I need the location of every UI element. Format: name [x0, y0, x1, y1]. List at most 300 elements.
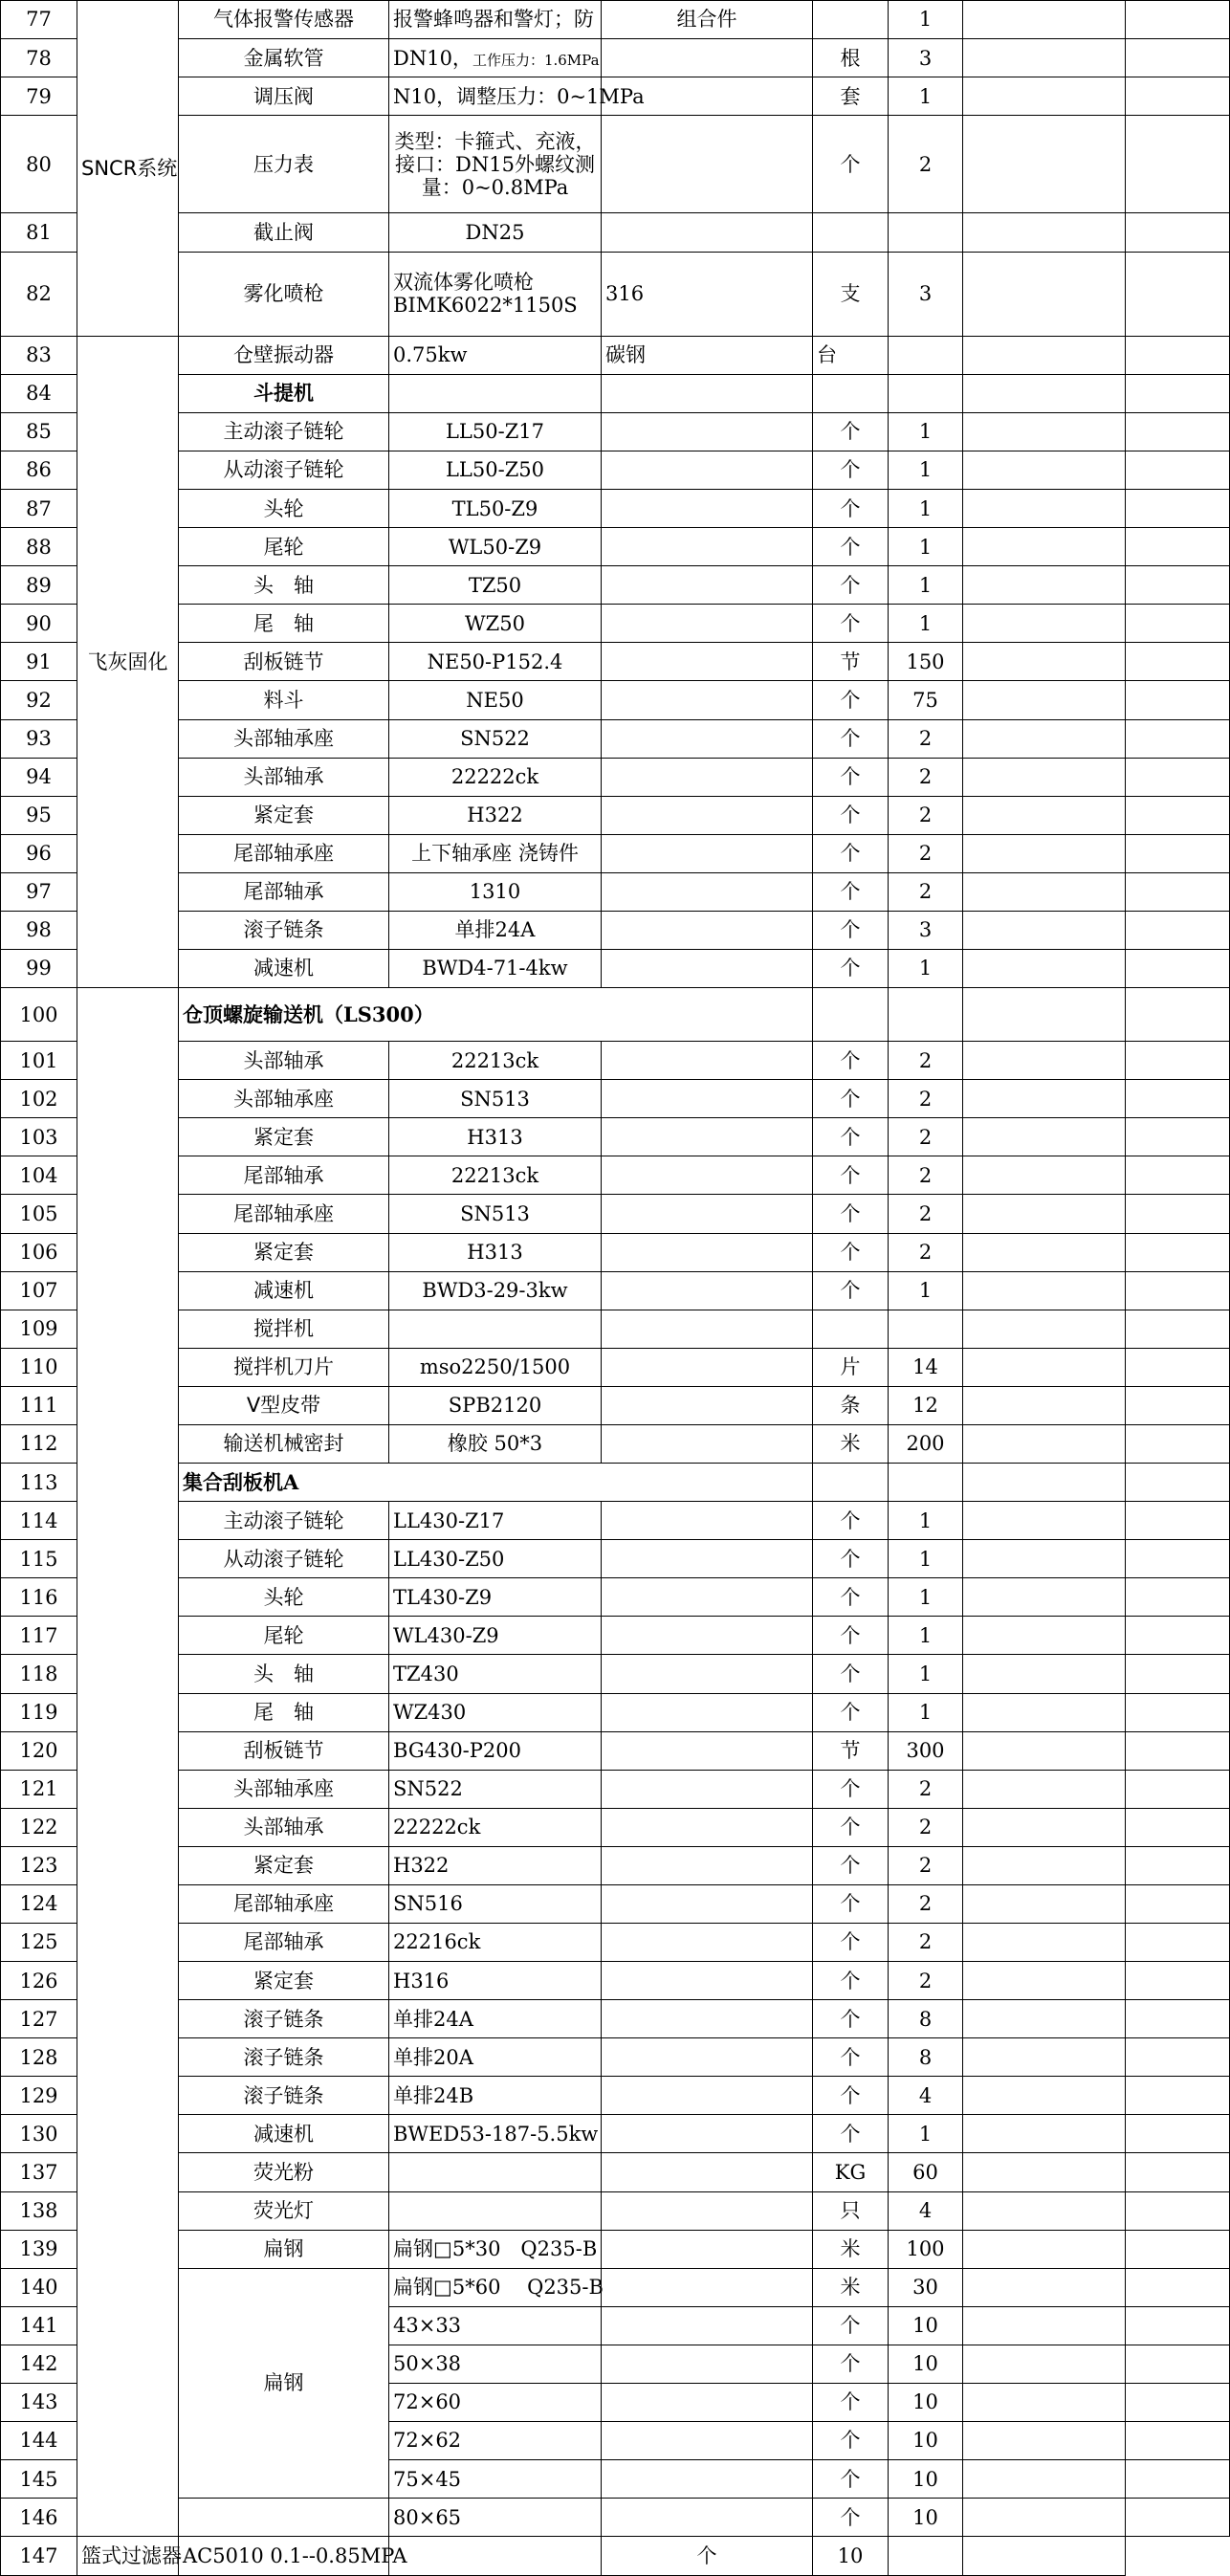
remark-cell [963, 872, 1126, 911]
table-row [1, 1, 1230, 39]
remark-cell [963, 2038, 1126, 2077]
quantity-cell: 2 [889, 1962, 963, 2000]
remark-cell [963, 2268, 1126, 2306]
item-name-cell: 扁钢 [179, 2230, 389, 2268]
item-name-cell: 主动滚子链轮 [179, 412, 389, 451]
material-cell [602, 1156, 813, 1195]
unit-cell: 个 [813, 681, 889, 719]
spec-cell: 22213ck [389, 1042, 602, 1080]
remark-cell [963, 911, 1126, 949]
spec-small-text: 工作压力：1.6MPa [472, 51, 600, 69]
unit-cell: 个 [813, 1080, 889, 1118]
remark-cell [963, 1731, 1126, 1770]
table-row [1, 451, 1230, 489]
row-number-cell: 145 [1, 2460, 77, 2499]
table-row [1, 834, 1230, 872]
spec-cell: SN516 [389, 1884, 602, 1923]
material-cell [602, 451, 813, 489]
quantity-cell: 2 [889, 872, 963, 911]
unit-cell: 个 [813, 2383, 889, 2421]
table-row [1, 2000, 1230, 2038]
row-number-cell: 118 [1, 1655, 77, 1693]
remark-cell [963, 1233, 1126, 1271]
material-cell [602, 1118, 813, 1156]
row-number-cell: 139 [1, 2230, 77, 2268]
quantity-cell: 2 [889, 1923, 963, 1961]
material-cell [602, 872, 813, 911]
quantity-cell: 8 [889, 2000, 963, 2038]
quantity-cell [889, 336, 963, 374]
table-row [1, 1424, 1230, 1463]
remark-cell-2 [1126, 1118, 1230, 1156]
unit-cell: 个 [602, 2537, 813, 2576]
remark-cell [963, 39, 1126, 77]
material-cell [602, 2383, 813, 2421]
remark-cell [963, 1386, 1126, 1424]
material-cell [602, 1731, 813, 1770]
remark-cell-2 [1126, 643, 1230, 681]
spec-cell: H313 [389, 1118, 602, 1156]
item-name-cell: 截止阀 [179, 213, 389, 252]
quantity-cell: 2 [889, 834, 963, 872]
remark-cell [963, 490, 1126, 528]
material-cell [602, 39, 813, 77]
remark-cell-2 [1126, 1617, 1230, 1655]
quantity-cell: 1 [889, 566, 963, 605]
material-cell [602, 1923, 813, 1961]
spec-cell: 22222ck [389, 758, 602, 796]
unit-cell [813, 1310, 889, 1348]
row-number-cell: 77 [1, 1, 77, 39]
quantity-cell: 3 [889, 39, 963, 77]
remark-cell [963, 2460, 1126, 2499]
item-name-cell: V型皮带 [179, 1386, 389, 1424]
remark-cell-2 [1126, 490, 1230, 528]
remark-cell [963, 2499, 1126, 2537]
table-row [1, 528, 1230, 566]
row-number-cell: 107 [1, 1271, 77, 1310]
unit-cell [813, 1464, 889, 1502]
spec-cell: BG430-P200 [389, 1731, 602, 1770]
remark-cell [963, 451, 1126, 489]
remark-cell [963, 605, 1126, 643]
remark-cell-2 [1126, 1424, 1230, 1463]
remark-cell-2 [1126, 2460, 1230, 2499]
row-number-cell: 138 [1, 2191, 77, 2230]
row-number-cell: 115 [1, 1540, 77, 1578]
table-row [1, 796, 1230, 834]
remark-cell [963, 1348, 1126, 1386]
remark-cell-2 [1126, 1502, 1230, 1540]
unit-cell: 个 [813, 796, 889, 834]
table-row [1, 1348, 1230, 1386]
row-number-cell: 122 [1, 1808, 77, 1846]
unit-cell: 个 [813, 1962, 889, 2000]
spec-cell: 72×62 [389, 2421, 602, 2459]
quantity-cell: 2 [889, 1770, 963, 1808]
table-row [1, 566, 1230, 605]
quantity-cell: 2 [889, 116, 963, 213]
spec-cell: BWD4-71-4kw [389, 949, 602, 987]
material-cell [602, 1310, 813, 1348]
spec-cell: 22213ck [389, 1156, 602, 1195]
material-cell [602, 2306, 813, 2345]
table-row [1, 988, 1230, 1042]
item-name-cell: 紧定套 [179, 1233, 389, 1271]
unit-cell: 个 [813, 1770, 889, 1808]
item-name-cell: 尾部轴承 [179, 872, 389, 911]
row-number-cell: 78 [1, 39, 77, 77]
quantity-cell [889, 988, 963, 1042]
material-cell: 碳钢 [602, 336, 813, 374]
remark-cell-2 [1126, 77, 1230, 116]
remark-cell-2 [1126, 1042, 1230, 1080]
spec-cell: LL430-Z50 [389, 1540, 602, 1578]
material-cell [602, 213, 813, 252]
table-row [1, 2115, 1230, 2153]
row-number-cell: 90 [1, 605, 77, 643]
quantity-cell: 60 [889, 2153, 963, 2191]
item-name-cell: 头部轴承 [179, 758, 389, 796]
remark-cell-2 [1126, 2230, 1230, 2268]
material-cell [602, 1540, 813, 1578]
remark-cell-2 [1126, 1464, 1230, 1502]
material-cell [602, 116, 813, 213]
remark-cell-2 [1126, 1156, 1230, 1195]
table-row [1, 1884, 1230, 1923]
table-row [1, 1846, 1230, 1884]
unit-cell: 个 [813, 2000, 889, 2038]
remark-cell-2 [1126, 1348, 1230, 1386]
row-number-cell: 93 [1, 719, 77, 758]
remark-cell [963, 1808, 1126, 1846]
row-number-cell: 92 [1, 681, 77, 719]
spec-cell: NE50-P152.4 [389, 643, 602, 681]
item-name-cell: 刮板链节 [179, 1731, 389, 1770]
spec-cell: SN522 [389, 1770, 602, 1808]
row-number-cell: 105 [1, 1195, 77, 1233]
remark-cell [963, 1655, 1126, 1693]
quantity-cell: 75 [889, 681, 963, 719]
row-number-cell: 100 [1, 988, 77, 1042]
unit-cell: 个 [813, 1846, 889, 1884]
spec-cell: LL430-Z17 [389, 1502, 602, 1540]
unit-cell: 只 [813, 2191, 889, 2230]
row-number-cell: 126 [1, 1962, 77, 2000]
quantity-cell: 1 [889, 1271, 963, 1310]
material-cell [602, 2230, 813, 2268]
spec-cell: NE50 [389, 681, 602, 719]
quantity-cell: 1 [889, 490, 963, 528]
spec-cell: 50×38 [389, 2345, 602, 2383]
unit-cell: 个 [813, 2115, 889, 2153]
quantity-cell: 2 [889, 1846, 963, 1884]
table-row [1, 1770, 1230, 1808]
remark-cell [963, 566, 1126, 605]
remark-cell [963, 1923, 1126, 1961]
remark-cell-2 [1126, 2115, 1230, 2153]
spec-cell: 单排24A [389, 2000, 602, 2038]
remark-cell-2 [1126, 988, 1230, 1042]
remark-cell-2 [1126, 1962, 1230, 2000]
spec-cell [389, 39, 602, 77]
unit-cell: 个 [813, 2345, 889, 2383]
item-name-cell: 荧光粉 [179, 2153, 389, 2191]
remark-cell-2 [1126, 412, 1230, 451]
quantity-cell: 300 [889, 1731, 963, 1770]
unit-cell: 条 [813, 1386, 889, 1424]
unit-cell: 个 [813, 1118, 889, 1156]
row-number-cell: 137 [1, 2153, 77, 2191]
table-row [1, 2499, 1230, 2537]
material-cell [602, 1386, 813, 1424]
row-number-cell: 109 [1, 1310, 77, 1348]
spec-cell: 1310 [389, 872, 602, 911]
item-name-cell: 头轮 [179, 490, 389, 528]
remark-cell-2 [1126, 1655, 1230, 1693]
spec-cell: AC5010 0.1--0.85MPA [179, 2537, 389, 2576]
unit-cell: 个 [813, 719, 889, 758]
row-number-cell: 104 [1, 1156, 77, 1195]
material-cell [602, 1271, 813, 1310]
table-row [1, 1233, 1230, 1271]
material-cell [602, 1042, 813, 1080]
material-cell [602, 1424, 813, 1463]
material-cell [602, 2460, 813, 2499]
material-cell [602, 834, 813, 872]
material-cell [602, 1846, 813, 1884]
item-name-cell: 减速机 [179, 2115, 389, 2153]
row-number-cell: 121 [1, 1770, 77, 1808]
remark-cell-2 [1126, 2268, 1230, 2306]
remark-cell-2 [963, 2537, 1126, 2576]
quantity-cell: 1 [889, 528, 963, 566]
quantity-cell: 10 [889, 2345, 963, 2383]
unit-cell: 个 [813, 116, 889, 213]
remark-cell [963, 1578, 1126, 1617]
table-row [1, 1271, 1230, 1310]
item-name-cell: 尾部轴承座 [179, 1884, 389, 1923]
table-row [1, 949, 1230, 987]
quantity-cell: 1 [889, 412, 963, 451]
material-cell [602, 2153, 813, 2191]
item-name-cell: 头 轴 [179, 1655, 389, 1693]
item-name-cell: 仓壁振动器 [179, 336, 389, 374]
table-row [1, 2153, 1230, 2191]
row-number-cell: 112 [1, 1424, 77, 1463]
spec-cell: 80×65 [389, 2499, 602, 2537]
unit-cell: 个 [813, 872, 889, 911]
row-number-cell: 125 [1, 1923, 77, 1961]
material-cell [602, 605, 813, 643]
item-name-cell: 搅拌机 [179, 1310, 389, 1348]
item-name-cell: 头轮 [179, 1578, 389, 1617]
item-name-cell: 从动滚子链轮 [179, 1540, 389, 1578]
remark-cell-2 [1126, 1578, 1230, 1617]
quantity-cell: 100 [889, 2230, 963, 2268]
remark-cell-2 [1126, 2153, 1230, 2191]
quantity-cell: 4 [889, 2191, 963, 2230]
unit-cell: 个 [813, 566, 889, 605]
spec-cell [389, 2191, 602, 2230]
table-row [1, 719, 1230, 758]
spec-cell: SN513 [389, 1195, 602, 1233]
remark-cell [963, 2153, 1126, 2191]
quantity-cell: 10 [889, 2383, 963, 2421]
row-number-cell: 106 [1, 1233, 77, 1271]
remark-cell [963, 1962, 1126, 2000]
material-cell [602, 949, 813, 987]
remark-cell-2 [1126, 1310, 1230, 1348]
spec-cell: TL50-Z9 [389, 490, 602, 528]
item-name-cell: 从动滚子链轮 [179, 451, 389, 489]
row-number-cell: 123 [1, 1846, 77, 1884]
remark-cell-2 [1126, 566, 1230, 605]
row-number-cell: 110 [1, 1348, 77, 1386]
table-row [1, 412, 1230, 451]
spec-cell [389, 374, 602, 412]
spec-text: DN10， [393, 46, 472, 70]
remark-cell-2 [1126, 2345, 1230, 2383]
unit-cell: 个 [813, 2038, 889, 2077]
item-name-cell: 紧定套 [179, 1118, 389, 1156]
item-name-cell: 减速机 [179, 949, 389, 987]
table-row [1, 77, 1230, 116]
table-row [1, 116, 1230, 213]
unit-cell: 个 [813, 412, 889, 451]
system-cell-sncr: SNCR系统 [77, 1, 179, 337]
item-name-cell: 尾轮 [179, 528, 389, 566]
unit-cell [813, 988, 889, 1042]
row-number-cell: 86 [1, 451, 77, 489]
table-row [1, 2191, 1230, 2230]
spec-cell: H316 [389, 1962, 602, 2000]
spec-cell: SPB2120 [389, 1386, 602, 1424]
item-name-cell: 紧定套 [179, 1962, 389, 2000]
quantity-cell: 4 [889, 2077, 963, 2115]
material-cell [602, 2499, 813, 2537]
spec-cell: N10，调整压力：0~1MPa [389, 77, 602, 116]
spec-cell: 双流体雾化喷枪BIMK6022*1150S [389, 252, 602, 336]
unit-cell: 个 [813, 1156, 889, 1195]
quantity-cell: 30 [889, 2268, 963, 2306]
item-name-cell: 扁钢 [179, 2268, 389, 2498]
unit-cell: 套 [813, 77, 889, 116]
spec-cell: H313 [389, 1233, 602, 1271]
remark-cell [963, 1080, 1126, 1118]
row-number-cell: 82 [1, 252, 77, 336]
material-cell [602, 1233, 813, 1271]
item-name-cell: 滚子链条 [179, 2077, 389, 2115]
item-name-cell: 主动滚子链轮 [179, 1502, 389, 1540]
remark-cell-2 [1126, 1233, 1230, 1271]
unit-cell: 个 [813, 2499, 889, 2537]
row-number-cell: 103 [1, 1118, 77, 1156]
unit-cell: KG [813, 2153, 889, 2191]
material-cell [602, 2191, 813, 2230]
spec-cell: LL50-Z50 [389, 451, 602, 489]
remark-cell-2 [1126, 2383, 1230, 2421]
remark-cell-2 [1126, 949, 1230, 987]
row-number-cell: 91 [1, 643, 77, 681]
row-number-cell: 124 [1, 1884, 77, 1923]
remark-cell-2 [1126, 758, 1230, 796]
table-row [1, 2038, 1230, 2077]
table-row [1, 1502, 1230, 1540]
row-number-cell: 130 [1, 2115, 77, 2153]
quantity-cell: 10 [889, 2421, 963, 2459]
remark-cell-2 [1126, 872, 1230, 911]
spec-cell: 扁钢□5*30 Q235-B [389, 2230, 602, 2268]
quantity-cell: 1 [889, 451, 963, 489]
material-cell [602, 911, 813, 949]
row-number-cell: 101 [1, 1042, 77, 1080]
remark-cell [963, 2077, 1126, 2115]
unit-cell: 个 [813, 1923, 889, 1961]
table-body [1, 1, 1230, 2576]
remark-cell-2 [1126, 252, 1230, 336]
row-number-cell: 98 [1, 911, 77, 949]
remark-cell-2 [1126, 1884, 1230, 1923]
unit-cell: 个 [813, 1540, 889, 1578]
quantity-cell: 10 [813, 2537, 889, 2576]
quantity-cell: 2 [889, 1156, 963, 1195]
unit-cell: 个 [813, 605, 889, 643]
table-row [1, 605, 1230, 643]
quantity-cell: 1 [889, 605, 963, 643]
table-row [1, 1310, 1230, 1348]
material-cell [602, 1348, 813, 1386]
spec-cell [389, 2153, 602, 2191]
item-name-cell: 头部轴承 [179, 1042, 389, 1080]
spec-cell: 22222ck [389, 1808, 602, 1846]
remark-cell [963, 77, 1126, 116]
quantity-cell: 1 [889, 1, 963, 39]
remark-cell [963, 1271, 1126, 1310]
item-name-cell: 尾轮 [179, 1617, 389, 1655]
remark-cell [963, 1195, 1126, 1233]
spec-cell: TL430-Z9 [389, 1578, 602, 1617]
item-name-cell: 减速机 [179, 1271, 389, 1310]
quantity-cell [889, 1464, 963, 1502]
item-name-cell: 篮式过滤器 [77, 2537, 179, 2576]
table-row [1, 2537, 1230, 2576]
remark-cell-2 [1126, 2306, 1230, 2345]
row-number-cell: 113 [1, 1464, 77, 1502]
unit-cell: 个 [813, 1655, 889, 1693]
quantity-cell: 2 [889, 1808, 963, 1846]
unit-cell: 支 [813, 252, 889, 336]
remark-cell [963, 1464, 1126, 1502]
row-number-cell: 143 [1, 2383, 77, 2421]
spec-cell: TZ430 [389, 1655, 602, 1693]
row-number-cell: 89 [1, 566, 77, 605]
quantity-cell: 2 [889, 1233, 963, 1271]
remark-cell-2 [1126, 2191, 1230, 2230]
material-cell [602, 412, 813, 451]
remark-cell-2 [1126, 1195, 1230, 1233]
remark-cell [963, 1310, 1126, 1348]
remark-cell-2 [1126, 1846, 1230, 1884]
unit-cell: 个 [813, 2421, 889, 2459]
material-cell [602, 1693, 813, 1731]
system-cell-flyash: 飞灰固化 [77, 336, 179, 987]
item-name-cell: 滚子链条 [179, 2038, 389, 2077]
remark-cell [963, 2345, 1126, 2383]
remark-cell [963, 1846, 1126, 1884]
remark-cell [963, 1502, 1126, 1540]
item-name-cell: 头部轴承座 [179, 1080, 389, 1118]
